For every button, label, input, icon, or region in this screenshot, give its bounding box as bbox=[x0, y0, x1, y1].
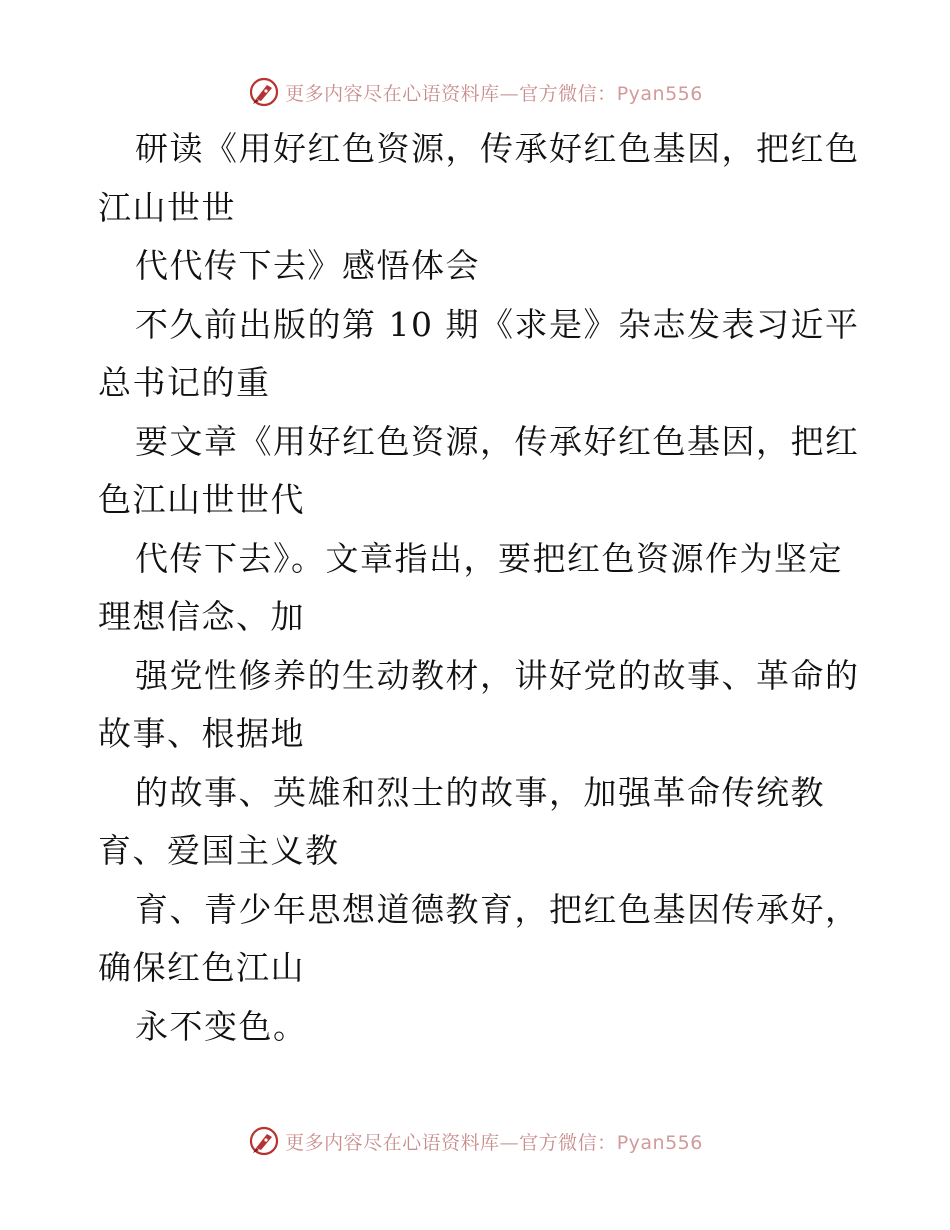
text-line: 代传下去》。文章指出，要把红色资源作为坚定 bbox=[135, 538, 843, 578]
text-line: 研读《用好红色资源，传承好红色基因，把红色 bbox=[135, 129, 860, 168]
article-body bbox=[98, 120, 858, 1056]
footer-banner bbox=[0, 1121, 950, 1161]
text-line: 的故事、英雄和烈士的故事，加强革命传统教 bbox=[135, 772, 825, 812]
footer-wechat-label: 官方微信： bbox=[519, 1131, 617, 1154]
text-line: 代代传下去》感悟体会 bbox=[135, 246, 480, 285]
text-line: 育、爱国主义教 bbox=[98, 831, 340, 870]
pen-nib-logo-icon bbox=[247, 75, 281, 109]
text-line: 育、青少年思想道德教育，把红色基因传承好， bbox=[135, 889, 860, 929]
header-wechat-id: Pyan556 bbox=[616, 82, 703, 105]
header-site-text: 更多内容尽在心语资料库 bbox=[285, 82, 500, 105]
pen-nib-logo-icon bbox=[247, 1124, 281, 1158]
text-line: 要文章《用好红色资源，传承好红色基因，把红 bbox=[135, 421, 860, 461]
text-line: 永不变色。 bbox=[135, 1006, 308, 1046]
footer-wechat-id: Pyan556 bbox=[616, 1131, 703, 1154]
text-line: 理想信念、加 bbox=[98, 597, 305, 636]
text-line: 不久前出版的第 10 期《求是》杂志发表习近平 bbox=[135, 304, 860, 344]
footer-site-text: 更多内容尽在心语资料库 bbox=[285, 1131, 500, 1154]
text-line: 确保红色江山 bbox=[98, 948, 305, 987]
text-line: 总书记的重 bbox=[98, 363, 271, 402]
header-banner bbox=[0, 72, 950, 112]
text-line: 故事、根据地 bbox=[98, 714, 305, 753]
header-dash: — bbox=[499, 82, 520, 105]
text-line: 江山世世 bbox=[98, 187, 236, 227]
footer-dash: — bbox=[499, 1131, 520, 1154]
header-wechat-label: 官方微信： bbox=[519, 82, 617, 105]
footer-banner-text bbox=[285, 1128, 703, 1155]
text-line: 强党性修养的生动教材，讲好党的故事、革命的 bbox=[135, 655, 860, 695]
text-line: 色江山世世代 bbox=[98, 480, 305, 519]
header-banner-text bbox=[285, 79, 703, 106]
